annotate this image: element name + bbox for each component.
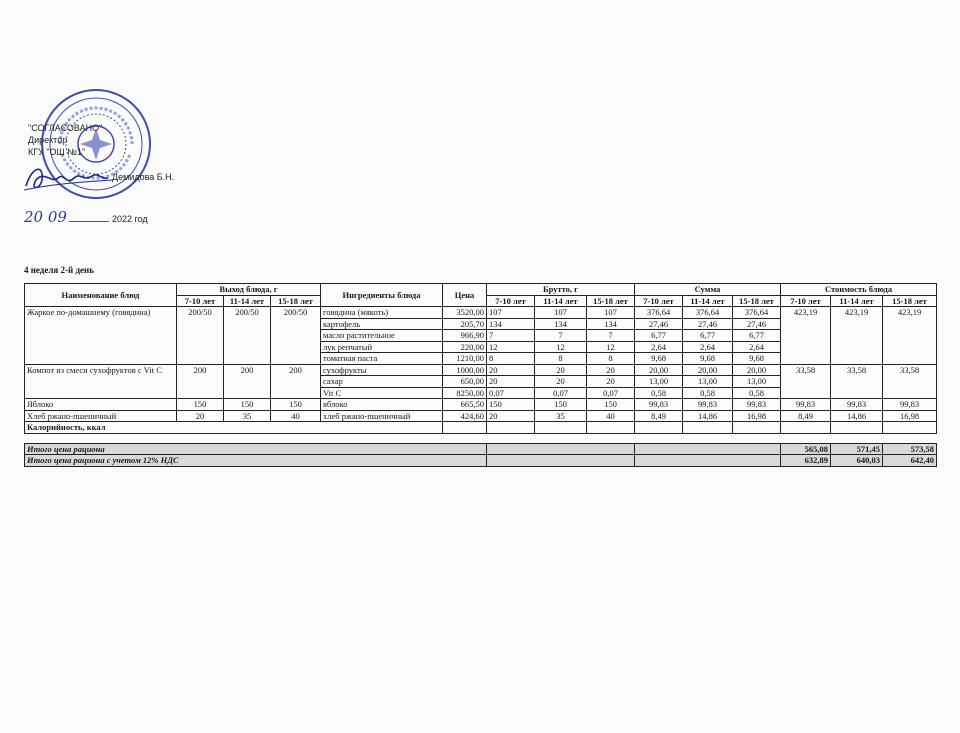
ingredient-price: 650,00: [443, 376, 487, 388]
dish-output: 200/50: [177, 307, 224, 365]
dish-output: 20: [177, 410, 224, 422]
gross: 12: [587, 341, 635, 353]
sum: 99,83: [733, 399, 781, 411]
header-age: 7-10 лет: [487, 295, 535, 307]
sum: 20,00: [635, 364, 683, 376]
table-row: [25, 364, 937, 376]
gross: 150: [587, 399, 635, 411]
gross: 8: [587, 353, 635, 365]
ingredient-name: яблоко: [321, 399, 443, 411]
total-vat-value: 640,03: [831, 455, 883, 467]
gross: 107: [535, 307, 587, 319]
sum: 16,98: [733, 410, 781, 422]
sum: 14,86: [683, 410, 733, 422]
menu-body: [25, 307, 937, 467]
sum: 0,58: [635, 387, 683, 399]
ingredient-price: 3520,00: [443, 307, 487, 319]
sum: 13,00: [733, 376, 781, 388]
gross: 107: [587, 307, 635, 319]
header-price: Цена: [443, 284, 487, 307]
total-ration-value: 571,45: [831, 443, 883, 455]
dish-cost: 8,49: [781, 410, 831, 422]
calories-row: [25, 422, 937, 434]
gross: 150: [535, 399, 587, 411]
sum: 13,00: [635, 376, 683, 388]
dish-output: 200/50: [271, 307, 321, 365]
dish-cost: 14,86: [831, 410, 883, 422]
ingredient-price: 205,70: [443, 318, 487, 330]
header-age: 7-10 лет: [177, 295, 224, 307]
header-output: Выход блюда, г: [177, 284, 321, 296]
sum: 20,00: [733, 364, 781, 376]
dish-cost: 99,83: [781, 399, 831, 411]
approval-date: [24, 208, 148, 226]
gross: 150: [487, 399, 535, 411]
total-vat-value: 642,40: [883, 455, 937, 467]
ingredient-name: говядина (мякоть): [321, 307, 443, 319]
dish-output: 200: [271, 364, 321, 399]
sum: 376,64: [683, 307, 733, 319]
ingredient-name: масло растительное: [321, 330, 443, 342]
header-age: 15-18 лет: [271, 295, 321, 307]
ingredient-price: 665,50: [443, 399, 487, 411]
dish-output: 35: [224, 410, 271, 422]
sum: 0,58: [683, 387, 733, 399]
total-ration-row: [25, 443, 937, 455]
sum: 27,46: [733, 318, 781, 330]
dish-cost: 33,58: [883, 364, 937, 399]
dish-output: 150: [177, 399, 224, 411]
total-vat-row: [25, 455, 937, 467]
empty-row: [25, 433, 937, 443]
dish-output: 150: [271, 399, 321, 411]
gross: 7: [487, 330, 535, 342]
gross: 0,07: [587, 387, 635, 399]
approval-block: [28, 122, 102, 158]
sum: 376,64: [635, 307, 683, 319]
gross: 12: [487, 341, 535, 353]
ingredient-name: лук репчатый: [321, 341, 443, 353]
approval-line-1: "СОГЛАСОВАНО": [28, 123, 103, 133]
sum: 20,00: [683, 364, 733, 376]
ingredient-name: сахар: [321, 376, 443, 388]
signer-name: Демидова Б.Н.: [112, 172, 175, 182]
gross: 40: [587, 410, 635, 422]
gross: 8: [487, 353, 535, 365]
gross: 7: [587, 330, 635, 342]
sum: 9,68: [733, 353, 781, 365]
dish-output: 150: [224, 399, 271, 411]
sum: 9,68: [683, 353, 733, 365]
ingredient-price: 8250,00: [443, 387, 487, 399]
gross: 8: [535, 353, 587, 365]
ingredient-price: 1210,00: [443, 353, 487, 365]
sum: 99,83: [635, 399, 683, 411]
table-row: [25, 399, 937, 411]
approval-line-3: КГУ "ОШ №1": [28, 147, 86, 157]
header-age: 7-10 лет: [635, 295, 683, 307]
header-gross: Брутто, г: [487, 284, 635, 296]
ingredient-name: Vit C: [321, 387, 443, 399]
sum: 27,46: [683, 318, 733, 330]
total-ration-value: 565,08: [781, 443, 831, 455]
sum: 0,58: [733, 387, 781, 399]
header-age: 11-14 лет: [224, 295, 271, 307]
ingredient-name: хлеб ржано-пшеничный: [321, 410, 443, 422]
gross: 134: [487, 318, 535, 330]
dish-name: Компот из смеси сухофруктов с Vit C: [25, 364, 177, 399]
ingredient-name: томатная паста: [321, 353, 443, 365]
total-ration-value: 573,58: [883, 443, 937, 455]
gross: 20: [487, 410, 535, 422]
dish-cost: 33,58: [781, 364, 831, 399]
dish-cost: 423,19: [883, 307, 937, 365]
sum: 6,77: [733, 330, 781, 342]
sum: 6,77: [635, 330, 683, 342]
gross: 20: [487, 376, 535, 388]
dish-cost: 99,83: [831, 399, 883, 411]
total-vat-value: 632,89: [781, 455, 831, 467]
sum: 13,00: [683, 376, 733, 388]
header-age: 11-14 лет: [683, 295, 733, 307]
calories-label: Калорийность, ккал: [25, 422, 443, 434]
dish-output: 200: [177, 364, 224, 399]
ingredient-price: 966,90: [443, 330, 487, 342]
ingredient-price: 424,60: [443, 410, 487, 422]
gross: 107: [487, 307, 535, 319]
gross: 20: [535, 376, 587, 388]
dish-output: 40: [271, 410, 321, 422]
sum: 2,64: [733, 341, 781, 353]
header-age: 15-18 лет: [587, 295, 635, 307]
gross: 20: [587, 364, 635, 376]
sum: 99,83: [683, 399, 733, 411]
sum: 2,64: [635, 341, 683, 353]
gross: 35: [535, 410, 587, 422]
gross: 7: [535, 330, 587, 342]
gross: 20: [487, 364, 535, 376]
dish-name: Хлеб ржано-пшеничный: [25, 410, 177, 422]
ingredient-name: картофель: [321, 318, 443, 330]
sum: 8,49: [635, 410, 683, 422]
dish-output: 200: [224, 364, 271, 399]
ingredient-name: сухофрукты: [321, 364, 443, 376]
header-age: 15-18 лет: [883, 295, 937, 307]
header-age: 11-14 лет: [831, 295, 883, 307]
header-sum: Сумма: [635, 284, 781, 296]
table-row: [25, 307, 937, 319]
gross: 20: [587, 376, 635, 388]
header-ingredients: Ингредиенты блюда: [321, 284, 443, 307]
page-title: 4 неделя 2-й день: [24, 265, 94, 275]
dish-cost: 33,58: [831, 364, 883, 399]
total-ration-label: Итого цена рациона: [25, 443, 487, 455]
sum: 9,68: [635, 353, 683, 365]
ingredient-price: 1000,00: [443, 364, 487, 376]
header-age: 11-14 лет: [535, 295, 587, 307]
dish-cost: 16,98: [883, 410, 937, 422]
gross: 0,07: [487, 387, 535, 399]
dish-name: Яблоко: [25, 399, 177, 411]
dish-cost: 99,83: [883, 399, 937, 411]
header-dish: Наименование блюд: [25, 284, 177, 307]
sum: 27,46: [635, 318, 683, 330]
sum: 6,77: [683, 330, 733, 342]
gross: 134: [587, 318, 635, 330]
gross: 0,07: [535, 387, 587, 399]
gross: 20: [535, 364, 587, 376]
table-row: [25, 410, 937, 422]
sum: 376,64: [733, 307, 781, 319]
header-age: 15-18 лет: [733, 295, 781, 307]
total-vat-label: Итого цена рациона с учетом 12% НДС: [25, 455, 487, 467]
dish-name: Жаркое по-домашнему (говядина): [25, 307, 177, 365]
dish-output: 200/50: [224, 307, 271, 365]
menu-table: [24, 283, 937, 467]
dish-cost: 423,19: [781, 307, 831, 365]
gross: 12: [535, 341, 587, 353]
date-handwritten: 20 09: [24, 208, 67, 226]
date-year: 2022 год: [111, 214, 148, 224]
approval-line-2: Директор: [28, 135, 68, 145]
ingredient-price: 220,00: [443, 341, 487, 353]
sum: 2,64: [683, 341, 733, 353]
header-age: 7-10 лет: [781, 295, 831, 307]
dish-cost: 423,19: [831, 307, 883, 365]
header-cost: Стоимость блюда: [781, 284, 937, 296]
gross: 134: [535, 318, 587, 330]
